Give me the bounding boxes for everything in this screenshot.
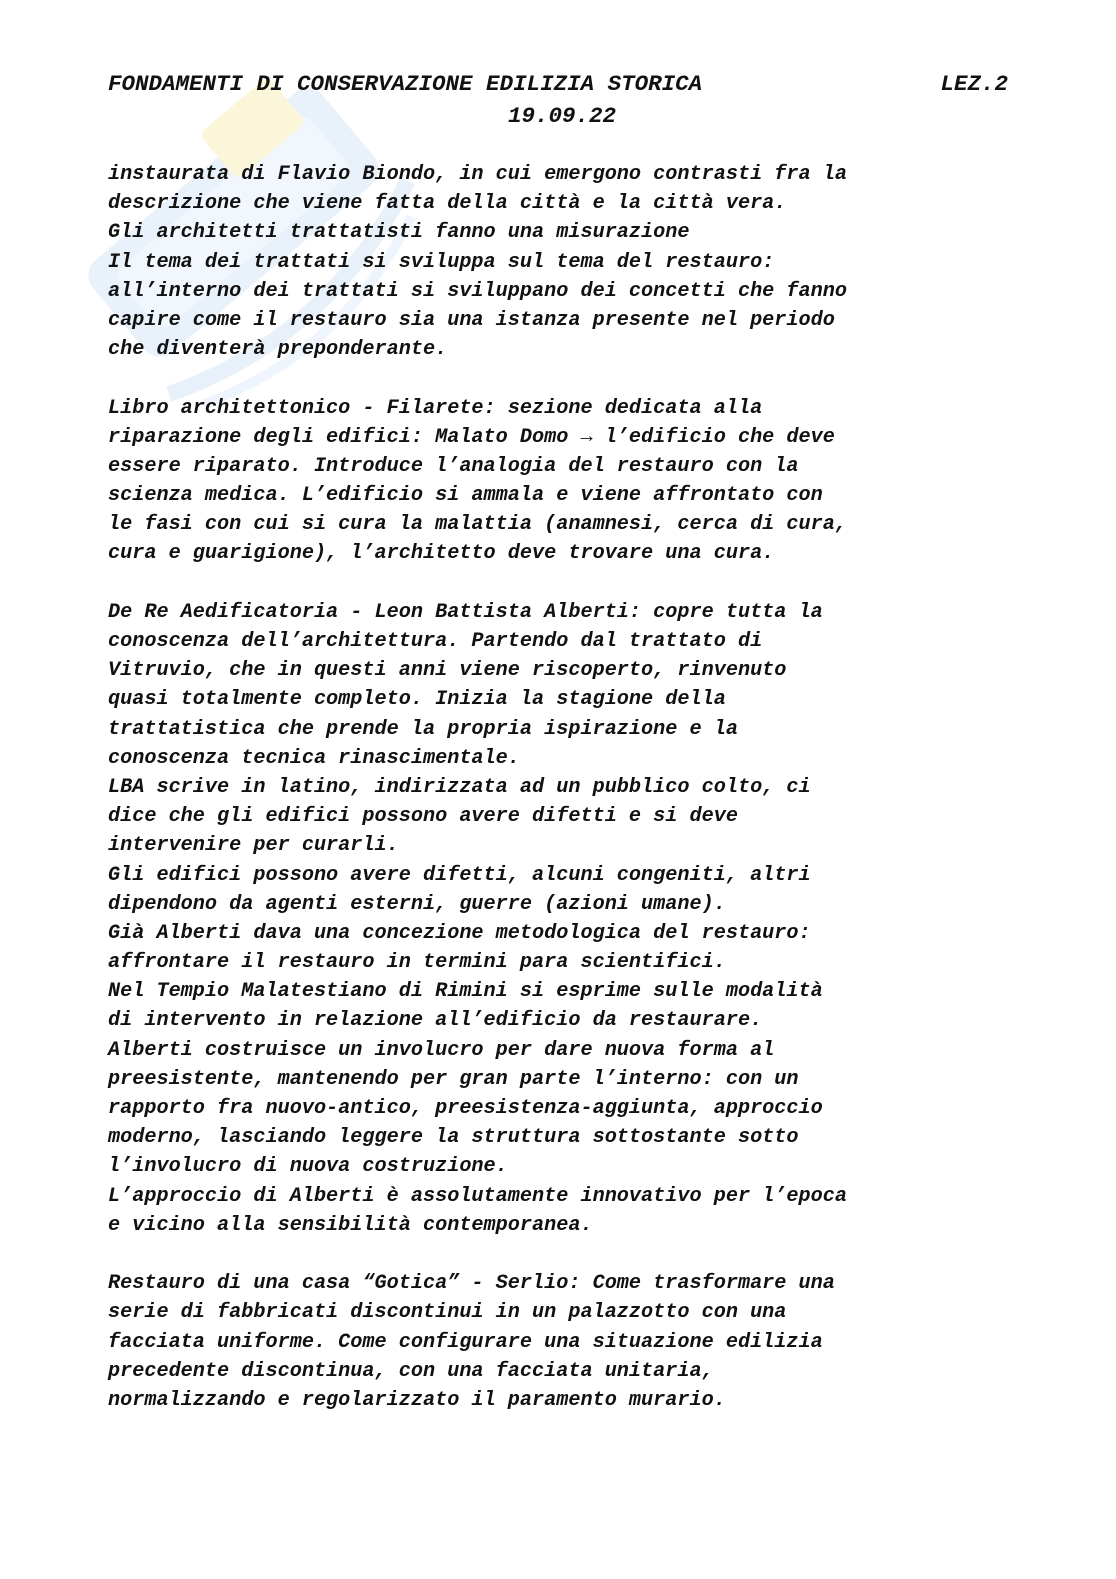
text-line: facciata uniforme. Come configurare una situazione edilizia xyxy=(108,1330,823,1354)
text-line: Il tema dei trattati si sviluppa sul tema del restauro: xyxy=(108,250,775,274)
text-line: descrizione che viene fatta della città e la città vera. xyxy=(108,192,787,216)
paragraph-filarete xyxy=(108,394,1028,569)
text-line: cura e guarigione), l’architetto deve trovare una cura. xyxy=(108,542,775,566)
text-line: che diventerà preponderante. xyxy=(108,338,448,362)
notes-body xyxy=(108,160,1028,1444)
text-line: Vitruvio, che in questi anni viene riscoperto, rinvenuto xyxy=(108,659,787,683)
text-line: serie di fabbricati discontinui in un palazzotto con una xyxy=(108,1301,787,1325)
text-line: conoscenza dell’architettura. Partendo dal trattato di xyxy=(108,630,763,653)
paragraph-alberti xyxy=(108,598,1028,1240)
text-line: moderno, lasciando leggere la struttura sottostante sotto xyxy=(108,1126,799,1150)
text-line: conoscenza tecnica rinascimentale. xyxy=(108,746,520,770)
text-line: intervenire per curarli. xyxy=(108,834,399,858)
text-line: riparazione degli edifici: Malato Domo → l’edificio che deve xyxy=(108,425,835,449)
text-line: De Re Aedificatoria - Leon Battista Alberti: copre tutta la xyxy=(108,600,823,624)
text-line: L’approccio di Alberti è assolutamente innovativo per l’epoca xyxy=(108,1184,847,1208)
text-line: all’interno dei trattati si sviluppano dei concetti che fanno xyxy=(108,279,847,303)
text-line: normalizzando e regolarizzato il paramento murario. xyxy=(108,1388,726,1412)
text-line: trattatistica che prende la propria ispirazione e la xyxy=(108,717,738,741)
text-line: instaurata di Flavio Biondo, in cui emergono contrasti fra la xyxy=(108,163,847,186)
text-line: dice che gli edifici possono avere difetti e si deve xyxy=(108,805,738,829)
text-line: rapporto fra nuovo-antico, preesistenza-aggiunta, approccio xyxy=(108,1097,823,1120)
text-line: Libro architettonico - Filarete: sezione dedicata alla xyxy=(108,396,763,420)
text-line: di intervento in relazione all’edificio da restaurare. xyxy=(108,1009,763,1033)
text-line: affrontare il restauro in termini para scientifici. xyxy=(108,951,726,975)
course-title: FONDAMENTI DI CONSERVAZIONE EDILIZIA STORICA xyxy=(108,71,703,97)
text-line: l’involucro di nuova costruzione. xyxy=(108,1155,508,1179)
text-line: Gli edifici possono avere difetti, alcuni congeniti, altri xyxy=(108,863,811,887)
text-line: le fasi con cui si cura la malattia (anamnesi, cerca di cura, xyxy=(108,513,847,537)
text-line: Nel Tempio Malatestiano di Rimini si esprime sulle modalità xyxy=(108,980,823,1004)
paragraph-trattati xyxy=(108,160,1028,364)
text-line: Già Alberti dava una concezione metodologica del restauro: xyxy=(108,921,811,945)
text-line: Alberti costruisce un involucro per dare nuova forma al xyxy=(108,1038,775,1062)
text-line: preesistente, mantenendo per gran parte l’interno: con un xyxy=(108,1067,799,1091)
text-line: Restauro di una casa “Gotica” - Serlio: Come trasformare una xyxy=(108,1272,835,1296)
text-line: e vicino alla sensibilità contemporanea. xyxy=(108,1213,593,1237)
page-header xyxy=(108,68,1008,132)
text-line: LBA scrive in latino, indirizzata ad un pubblico colto, ci xyxy=(108,775,811,799)
text-line: quasi totalmente completo. Inizia la stagione della xyxy=(108,688,726,712)
text-line: Gli architetti trattatisti fanno una misurazione xyxy=(108,221,690,245)
paragraph-serlio xyxy=(108,1269,1028,1415)
text-line: capire come il restauro sia una istanza presente nel periodo xyxy=(108,308,835,332)
text-line: scienza medica. L’edificio si ammala e viene affrontato con xyxy=(108,484,823,508)
text-line: dipendono da agenti esterni, guerre (azioni umane). xyxy=(108,892,726,916)
lesson-date: 19.09.22 xyxy=(507,103,617,129)
text-line: essere riparato. Introduce l’analogia del restauro con la xyxy=(108,454,799,478)
text-line: precedente discontinua, con una facciata unitaria, xyxy=(108,1359,714,1383)
lesson-number: LEZ.2 xyxy=(940,71,1008,97)
